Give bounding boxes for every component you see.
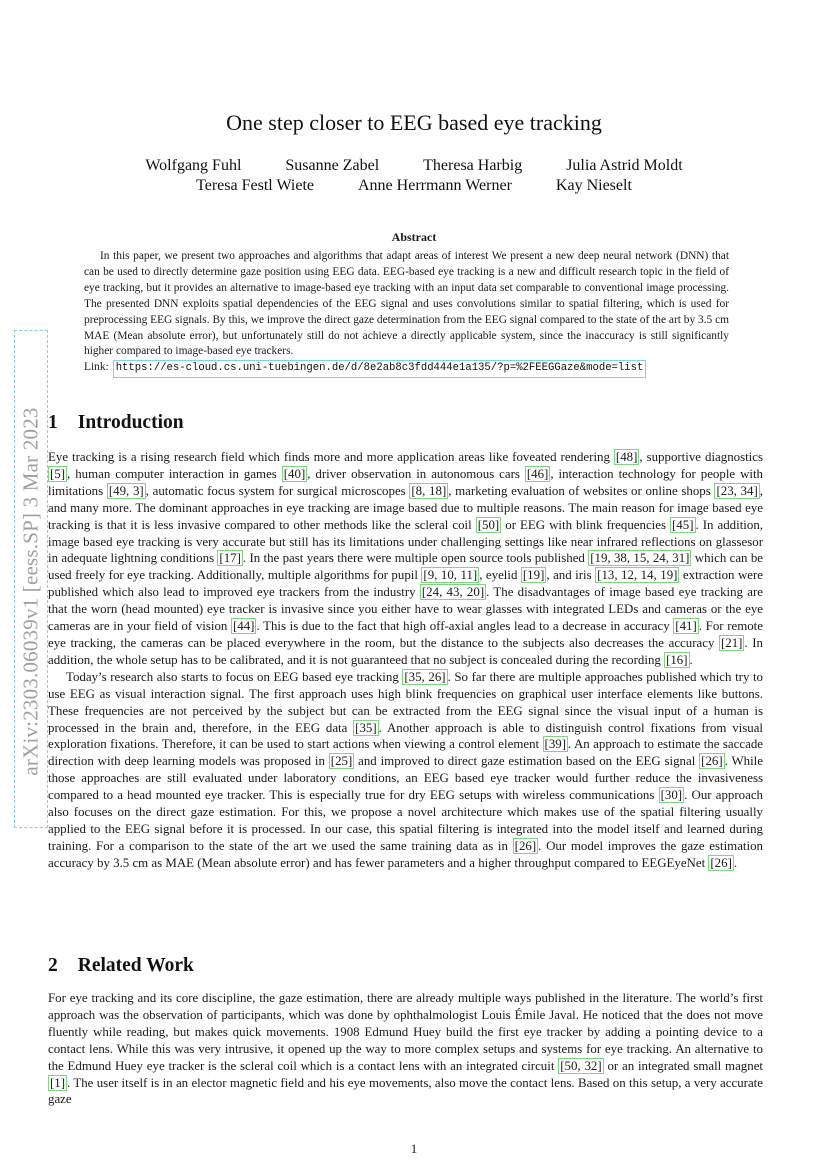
section-heading-related-work [48,955,194,977]
paragraph-text: . [689,652,693,667]
citation-link[interactable]: [16] [666,652,688,667]
citation-link[interactable]: [48] [615,450,638,464]
paragraph-text: . This is due to the fact that high off-axial angles lead to a decrease in accuracy [256,619,674,634]
citation-link[interactable]: [1] [50,1075,66,1090]
citation-link[interactable]: [41] [675,619,697,634]
paragraph-text: , interaction technology for people with limitations [48,466,763,498]
paragraph-text: . Another approach is able to distinguish control fixations from visual exploration fixations. Therefore, it can be used to start actions when viewing a control element [48,720,763,752]
section-title: Related Work [77,955,194,976]
abstract-text: In this paper, we present two approaches and algorithms that adapt areas of interest We present a new deep neural network (DNN) that can be used to directly determine gaze position using EEG data. EEG-based eye tracking is a new and difficult research topic in the field of eye tracking, but it provides an alternative to image-based eye tracking with an input data set comparable to conventional image processing. The presented DNN exploits spatial dependencies of the EEG signal and uses convolutions similar to spatial filtering, which is used for preprocessing EEG signals. By this, we improve the direct gaze determination from the EEG signal compared to the state of the art by 3.5 cm MAE (Mean absolute error), but unfortunately still do not achieve a directly applicable system, since the inaccuracy is still significantly higher compared to image-based eye trackers. [84,250,729,358]
citation-link[interactable]: [19, 38, 15, 24, 31] [590,551,690,566]
introduction-body [48,449,763,872]
citation-link[interactable]: [19] [522,568,545,583]
body-paragraph [48,990,763,1108]
paragraph-text: . An approach to estimate the saccade direction with deep learning models was proposed in [48,737,763,769]
paragraph-text: . In the past years there were multiple open source tools published [242,551,589,566]
citation-link[interactable]: [26] [710,855,732,870]
author-name: Kay Nieselt [555,177,632,194]
link-label: Link: [84,361,109,374]
citation-link[interactable]: [25] [330,754,353,769]
author-name: Susanne Zabel [285,157,380,174]
paragraph-text: Today’s research also starts to focus on EEG based eye tracking [66,669,403,684]
paragraph-text: , eyelid [479,568,521,583]
citation-link[interactable]: [35] [355,720,377,735]
paragraph-text: and improved to direct gaze estimation based on the EEG signal [354,754,700,769]
author-row-1 [0,156,828,176]
section-heading-introduction [48,412,184,434]
citation-link[interactable]: [39] [544,737,567,752]
dataset-link[interactable]: https://es-cloud.cs.uni-tuebingen.de/d/8e2ab8c3fdd444e1a135/?p=%2FEEGGaze&mode=list [113,360,647,378]
arxiv-stamp-text: arXiv:2303.06039v1 [eess.SP] 3 Mar 2023 [18,407,43,776]
author-name: Teresa Festl Wiete [196,177,314,194]
paragraph-text: . The disadvantages of image based eye tracking are that the worn (head mounted) eye tracker is invasive since you either have to wear glasses with integrated LEDs and cameras or the eye cameras are in your field of vision [48,585,763,634]
citation-link[interactable]: [5] [50,466,66,481]
paragraph-text: or EEG with blink frequencies [501,517,671,532]
paragraph-text: . [733,855,738,870]
paragraph-text: . Our model improves the gaze estimation accuracy by 3.5 cm as MAE (Mean absolute error) and has fewer parameters and a higher throughput compared to EEGEyeNet [48,838,763,870]
citation-link[interactable]: [17] [219,551,241,566]
paragraph-text: , marketing evaluation of websites or online shops [448,483,715,498]
paragraph-text: . The user itself is in an elector magnetic field and his eye movements, also move the contact lens. Based on this setup, a very accurate gaze [48,1075,763,1107]
citation-link[interactable]: [40] [283,466,306,481]
section-title: Introduction [77,412,184,433]
section-number: 1 [48,412,58,433]
author-name: Julia Astrid Moldt [566,157,683,174]
paragraph-text: extraction were published which also lead to improved eye trackers from the industry [48,568,763,600]
citation-link[interactable]: [49, 3] [108,483,144,498]
citation-link[interactable]: [8, 18] [411,483,447,498]
related-work-body [48,990,763,1108]
paragraph-text: , and many more. The dominant approaches in eye tracking are image based due to multiple reasons. The main reason for image based eye tracking is that it is less invasive compared to other methods like the scleral coil [48,483,763,532]
page-number: 1 [410,1141,418,1156]
paragraph-text: , and iris [546,568,596,583]
citation-link[interactable]: [13, 12, 14, 19] [597,568,678,583]
author-row-2 [0,176,828,196]
paragraph-text: . In addition, image based eye tracking is very accurate but still has its limitations under challenging settings like near infrared reflections on glassesor in adequate lightning conditions [48,517,763,566]
citation-link[interactable]: [24, 43, 20] [421,585,485,600]
author-list [0,156,828,196]
paragraph-text: . So far there are multiple approaches published which try to use EEG as visual interaction signal. The first approach uses high blink frequencies on graphical user interface elements like buttons. These frequencies are not perceived by the subject but can be extracted from the EEG signal since the visual input of a human is processed in the brain and, therefore, in the EEG data [48,669,763,735]
citation-link[interactable]: [26] [701,754,723,769]
abstract-heading: Abstract [391,230,437,244]
paragraph-text: , human computer interaction in games [67,466,282,481]
paragraph-text: . In addition, the whole setup has to be calibrated, and it is not guaranteed that no subject is concealed during the recording [48,635,763,667]
citation-link[interactable]: [21] [720,635,743,650]
paragraph-text: which can be used freely for eye tracking. Additionally, multiple algorithms for pupil [48,551,763,583]
paragraph-text: . While those approaches are still evaluated under laboratory conditions, an EEG based eye tracker would further reduce the invasiveness compared to a head mounted eye tracker. This is especially true for dry EEG setups with wireless communications [48,754,763,803]
citation-link[interactable]: [9, 10, 11] [423,568,478,583]
citation-link[interactable]: [50] [477,517,500,532]
citation-link[interactable]: [23, 34] [716,483,758,498]
author-name: Theresa Harbig [423,157,523,174]
citation-link[interactable]: [45] [672,517,694,532]
paragraph-text: For eye tracking and its core discipline, the gaze estimation, there are already multiple ways published in the literature. The world’s first approach was the observation of participants, which was done by ophthalmologist Louis Émile Javal. He noticed that the does not move fluently while reading, but makes quick movements. 1908 Edmund Huey build the first eye tracker by adding a pointing device to a contact lens. While this was very intrusive, it opened up the way to more complex setups and systems for eye tracking. An alternative to the Edmund Huey eye tracker is the scleral coil which is a contact lens with an integrated circuit [48,991,763,1073]
body-paragraph [48,669,763,872]
paragraph-text: . Our approach also focuses on the direct gaze estimation. For this, we propose a novel architecture which makes use of the spatial filtering usually applied to the EEG signal before it is processed. In our case, this spatial filtering is integrated into the model itself and learned during training. For a comparison to the state of the art we used the same training data as in [48,788,763,853]
citation-link[interactable]: [30] [660,788,683,803]
paragraph-text: Eye tracking is a rising research field which finds more and more application areas like foveated rendering [48,450,614,464]
citation-link[interactable]: [46] [526,466,549,481]
citation-link[interactable]: [44] [232,619,255,634]
paragraph-text: or an integrated small magnet [603,1058,763,1073]
author-name: Anne Herrmann Werner [358,177,512,194]
paragraph-text: . For remote eye tracking, the cameras can be placed everywhere in the room, but the distance to the subjects also decreases the accuracy [48,619,763,650]
paper-title: One step closer to EEG based eye tracking [226,110,602,135]
abstract-link-line [84,360,729,378]
paragraph-text: , supportive diagnostics [639,450,763,464]
section-number: 2 [48,955,58,976]
abstract-body [84,249,729,378]
citation-link[interactable]: [35, 26] [404,669,446,684]
body-paragraph [48,449,763,669]
citation-link[interactable]: [50, 32] [560,1058,602,1073]
paragraph-text: , automatic focus system for surgical microscopes [145,483,410,498]
citation-link[interactable]: [26] [514,838,537,853]
paragraph-text: , driver observation in autonomous cars [307,466,525,481]
author-name: Wolfgang Fuhl [145,157,242,174]
